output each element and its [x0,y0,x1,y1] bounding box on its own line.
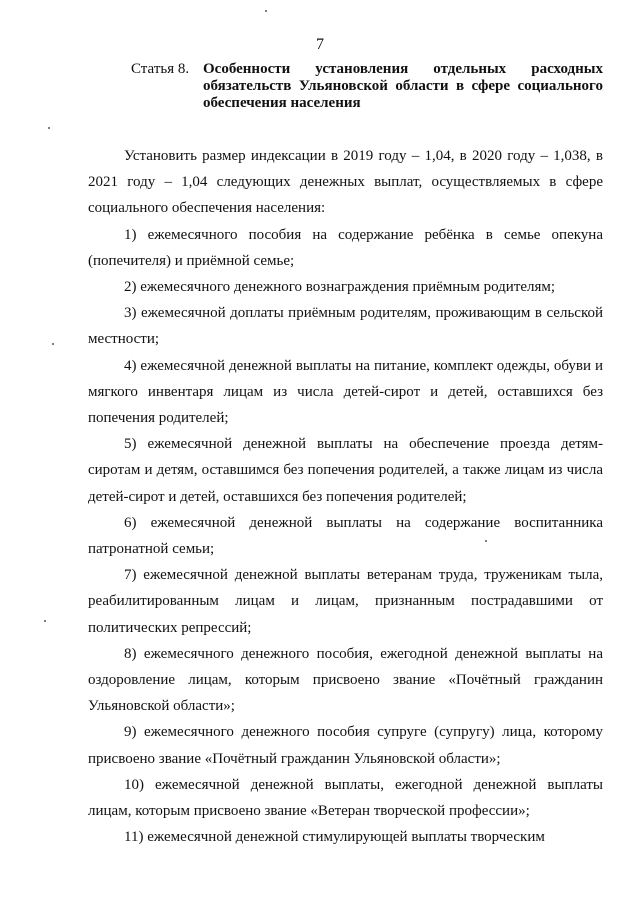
scan-speck [48,127,50,129]
article-body [88,143,603,850]
intro-paragraph: Установить размер индексации в 2019 году – 1,04, в 2020 году – 1,038, в 2021 году – 1,04 следующих денежных выплат, осуществляемых в сфере социального обеспечения населения: [88,148,603,217]
scan-speck [52,343,54,345]
list-item-10: 10) ежемесячной денежной выплаты, ежегодной денежной выплаты лицам, которым присвоено звание «Ветеран творческой профессии»; [88,776,603,820]
list-item-8: 8) ежемесячного денежного пособия, ежегодной денежной выплаты на оздоровление лицам, которым присвоено звание «Почётный гражданин Ульяновской области»; [88,645,603,715]
list-item-11: 11) ежемесячной денежной стимулирующей выплаты творческим [124,829,545,846]
list-item-4: 4) ежемесячной денежной выплаты на питание, комплект одежды, обуви и мягкого инвентаря лицам из числа детей-сирот и детей, оставшихся без попечения родителей; [88,357,603,427]
scan-speck [44,620,46,622]
list-item-2: 2) ежемесячного денежного вознаграждения приёмным родителям; [124,279,556,296]
article-title: Особенности установления отдельных расходных обязательств Ульяновской области в сфере социального обеспечения населения [203,61,603,111]
article-label: Статья 8. [131,61,190,77]
list-item-5: 5) ежемесячной денежной выплаты на обеспечение проезда детям-сиротам и детям, оставшимся без попечения родителей, а также лицам из числа детей-сирот и детей, оставшихся без попечения родителей; [88,436,603,505]
list-item-6: 6) ежемесячной денежной выплаты на содержание воспитанника патронатной семьи; [88,514,603,558]
list-item-9: 9) ежемесячного денежного пособия супруге (супругу) лица, которому присвоено звание «Почётный гражданин Ульяновской области»; [88,724,603,767]
scan-speck [265,10,267,12]
list-item-7: 7) ежемесячной денежной выплаты ветеранам труда, труженикам тыла, реабилитированным лицам и лицам, признанным пострадавшими от политических репрессий; [88,567,603,636]
article-header [88,61,603,112]
page-number: 7 [316,36,324,53]
list-item-1: 1) ежемесячного пособия на содержание ребёнка в семье опекуна (попечителя) и приёмной семье; [88,226,603,269]
list-item-3: 3) ежемесячной доплаты приёмным родителям, проживающим в сельской местности; [88,305,603,348]
scan-speck [485,540,487,542]
